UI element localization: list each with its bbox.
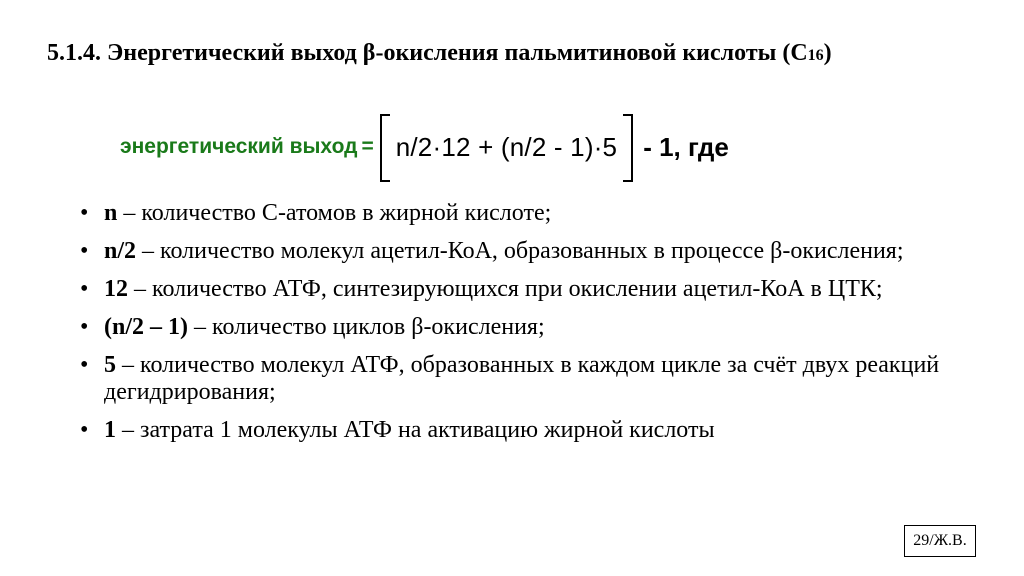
formula-label: энергетический выход (120, 135, 358, 158)
list-item (76, 238, 976, 265)
formula-equals: = (361, 135, 374, 158)
title-text: 5.1.4. Энергетический выход β-окисления пальмитиновой кислоты (С (47, 40, 808, 66)
formula-expression: n/2·12 + (n/2 - 1)·5 (395, 131, 618, 162)
item-text: – количество молекул АТФ, образованных в каждом цикле за счёт двух реакций дегидрирования; (104, 352, 940, 405)
item-text: – затрата 1 молекулы АТФ на активацию жирной кислоты (116, 417, 715, 443)
definitions-list (76, 200, 976, 455)
list-item (76, 314, 976, 341)
right-bracket (623, 114, 633, 182)
bullet-icon: • (80, 314, 89, 340)
item-text: – количество циклов β-окисления; (188, 314, 545, 340)
bullet-icon: • (80, 238, 89, 264)
list-item (76, 352, 976, 406)
page-number-badge: 29/Ж.В. (904, 525, 976, 557)
item-term: 5 (104, 352, 116, 378)
title-subscript: 16 (807, 47, 824, 64)
list-item (76, 276, 976, 303)
bullet-icon: • (80, 352, 89, 378)
slide-title (47, 40, 832, 67)
item-term: 12 (104, 276, 128, 302)
item-text: – количество С-атомов в жирной кислоте; (117, 200, 552, 226)
formula-bracket-group (380, 112, 634, 182)
list-item (76, 200, 976, 227)
energy-formula (120, 112, 729, 182)
list-item (76, 417, 976, 444)
bullet-icon: • (80, 417, 89, 443)
left-bracket (380, 114, 390, 182)
bullet-icon: • (80, 276, 89, 302)
item-term: 1 (104, 417, 116, 443)
title-close: ) (823, 40, 832, 66)
item-term: (n/2 – 1) (104, 314, 188, 340)
item-term: n/2 (104, 238, 137, 264)
formula-tail: - 1, где (643, 131, 729, 162)
item-text: – количество АТФ, синтезирующихся при окислении ацетил-КоА в ЦТК; (128, 276, 883, 302)
item-term: n (104, 200, 118, 226)
bullet-icon: • (80, 200, 89, 226)
item-text: – количество молекул ацетил-КоА, образованных в процессе β-окисления; (136, 238, 904, 264)
